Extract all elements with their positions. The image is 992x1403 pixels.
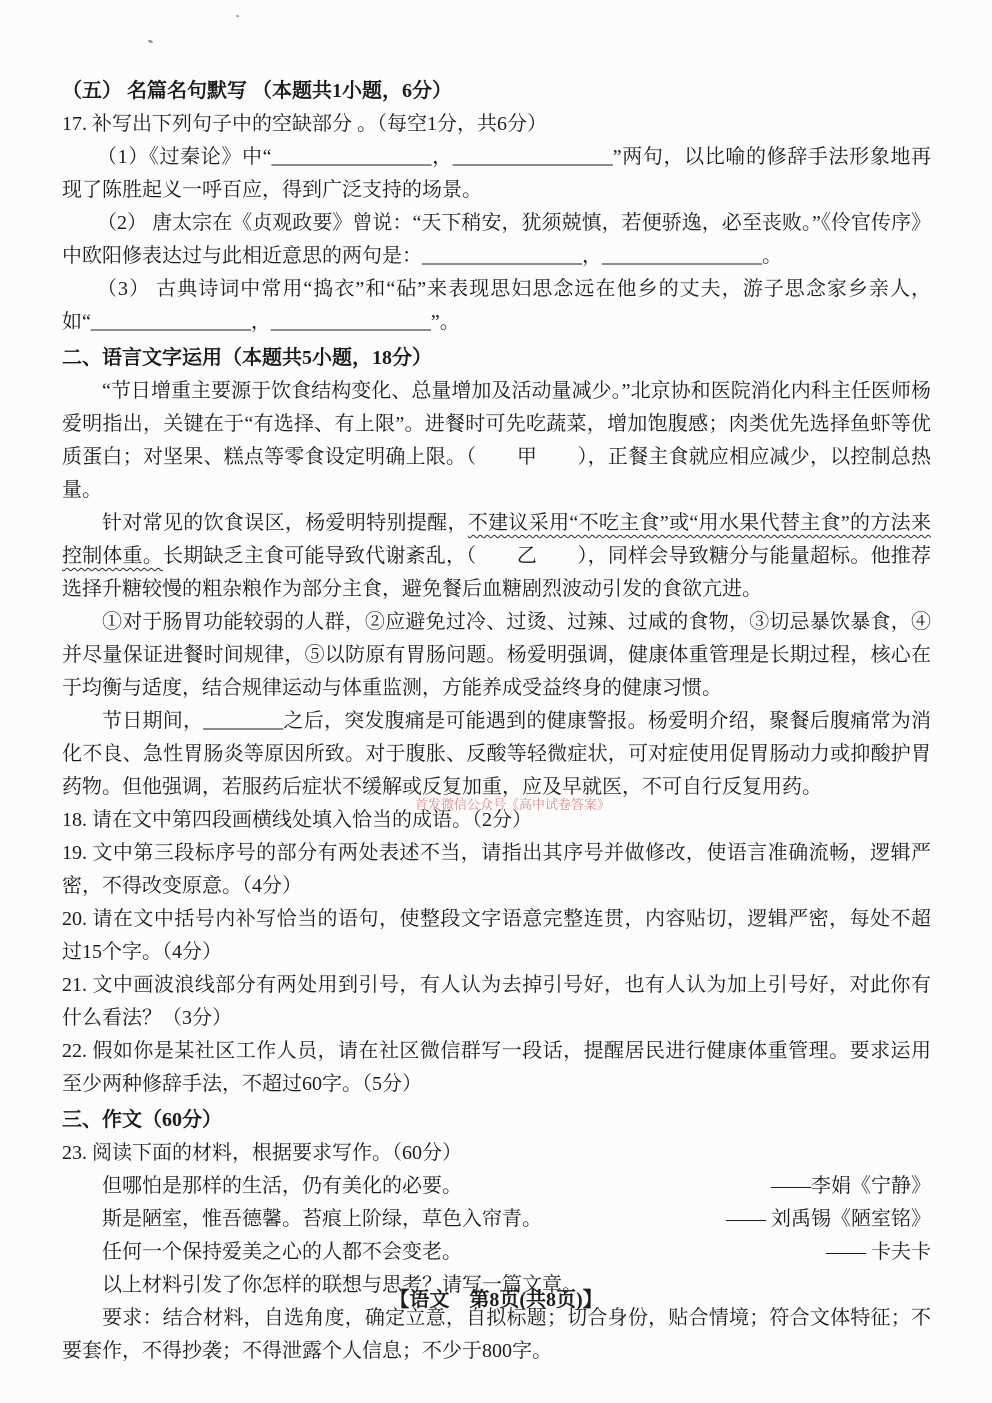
material-quote-row [62, 1236, 931, 1269]
exam-content [62, 72, 931, 1368]
question-22: 22. 假如你是某社区工作人员，请在社区微信群写一段话，提醒居民进行健康体重管理。要求运用至少两种修辞手法，不超过60字。（5分） [62, 1040, 931, 1095]
paragraph-2-wavy-underlined-text: 不建议采用“不吃主食”或“用水果代替主食”的方法来控制体重。 [62, 512, 931, 567]
scan-speck [148, 39, 154, 44]
question-18: 18. 请在文中第四段画横线处填入恰当的成语。（2分） [62, 809, 532, 831]
section2-paragraph-2 [62, 507, 931, 606]
question-23-intro: 23. 阅读下面的材料，根据要求写作。（60分） [62, 1142, 462, 1164]
question-17-item-2: （2） 唐太宗在《贞观政要》曾说：“天下稍安，犹须兢慎，若便骄逸，必至丧败。”《伶官传序》中欧阳修表达过与此相近意思的两句是：________________，________________。 [62, 212, 931, 267]
essay-requirements: 要求：结合材料，自选角度，确定立意，自拟标题；切合身份，贴合情境；符合文体特征；不要套作，不得抄袭；不得泄露个人信息；不少于800字。 [62, 1307, 931, 1362]
scan-speck [236, 15, 239, 17]
section2-paragraph-4: 节日期间，________之后，突发腹痛是可能遇到的健康警报。杨爱明介绍，聚餐后腹痛常为消化不良、急性胃肠炎等原因所致。对于腹胀、反酸等轻微症状，可对症使用促胃肠动力或抑酸护胃药物。但他强调，若服药后症状不缓解或反复加重，应及早就医，不可自行反复用药。 [62, 710, 931, 798]
section2-paragraph-3: ①对于肠胃功能较弱的人群，②应避免过冷、过烫、过辣、过咸的食物，③切忌暴饮暴食，④并尽量保证进餐时间规律，⑤以防原有胃肠问题。杨爱明强调，健康体重管理是长期过程，核心在于均衡与适度，结合规律运动与体重监测，方能养成受益终身的健康习惯。 [62, 611, 931, 699]
question-21: 21. 文中画波浪线部分有两处用到引号，有人认为去掉引号好，也有人认为加上引号好，对此你有什么看法？（3分） [62, 974, 931, 1029]
material-quote-text: 斯是陋室，惟吾德馨。苔痕上阶绿，草色入帘青。 [102, 1208, 542, 1230]
material-quote-text: 但哪怕是那样的生活，仍有美化的必要。 [102, 1175, 462, 1197]
paragraph-2-lead: 针对常见的饮食误区，杨爱明特别提醒， [102, 512, 468, 534]
material-quote-source: —— 卡夫卡 [826, 1241, 931, 1263]
question-20: 20. 请在文中括号内补写恰当的语句，使整段文字语意完整连贯，内容贴切，逻辑严密，每处不超过15个字。（4分） [62, 908, 931, 963]
question-17-item-3: （3） 古典诗词中常用“捣衣”和“砧”来表现思妇思念远在他乡的丈夫，游子思念家乡亲人，如“________________，________________”。 [62, 278, 931, 333]
paragraph-2-tail: 长期缺乏主食可能导致代谢紊乱，（ 乙 ），同样会导致糖分与能量超标。他推荐选择升糖较慢的粗杂粮作为部分主食，避免餐后血糖剧烈波动引发的食欲亢进。 [62, 545, 931, 600]
material-quote-source: ——李娟《宁静》 [771, 1175, 931, 1197]
watermark: 首发微信公众号《高中试卷答案》 [415, 797, 611, 812]
question-17-intro: 17. 补写出下列句子中的空缺部分 。（每空1分，共6分） [62, 113, 547, 135]
material-quote-row [62, 1203, 931, 1236]
question-19: 19. 文中第三段标序号的部分有两处表述不当，请指出其序号并做修改，使语言准确流畅，逻辑严密，不得改变原意。（4分） [62, 842, 931, 897]
essay-prompt: 以上材料引发了你怎样的联想与思考？请写一篇文章。 [102, 1274, 582, 1296]
section5-heading: （五） 名篇名句默写 （本题共1小题，6分） [62, 80, 452, 102]
section2-heading: 二、语言文字运用（本题共5小题，18分） [62, 347, 432, 369]
material-quote-row [62, 1170, 931, 1203]
section2-paragraph-1: “节日增重主要源于饮食结构变化、总量增加及活动量减少。”北京协和医院消化内科主任医师杨爱明指出，关键在于“有选择、有上限”。进餐时可先吃蔬菜，增加饱腹感；肉类优先选择鱼虾等优质蛋白；对坚果、糕点等零食设定明确上限。（ 甲 ），正餐主食就应相应减少，以控制总热量。 [62, 380, 931, 501]
page-footer: 【语文 第8页(共8页)】 [389, 1289, 603, 1311]
material-quote-text: 任何一个保持爱美之心的人都不会变老。 [102, 1241, 462, 1263]
material-quote-source: —— 刘禹锡《陋室铭》 [726, 1208, 931, 1230]
question-17-item-1: （1）《过秦论》中“________________，________________”两句，以比喻的修辞手法形象地再现了陈胜起义一呼百应，得到广泛支持的场景。 [62, 146, 931, 201]
section3-heading: 三、作文（60分） [62, 1109, 222, 1131]
